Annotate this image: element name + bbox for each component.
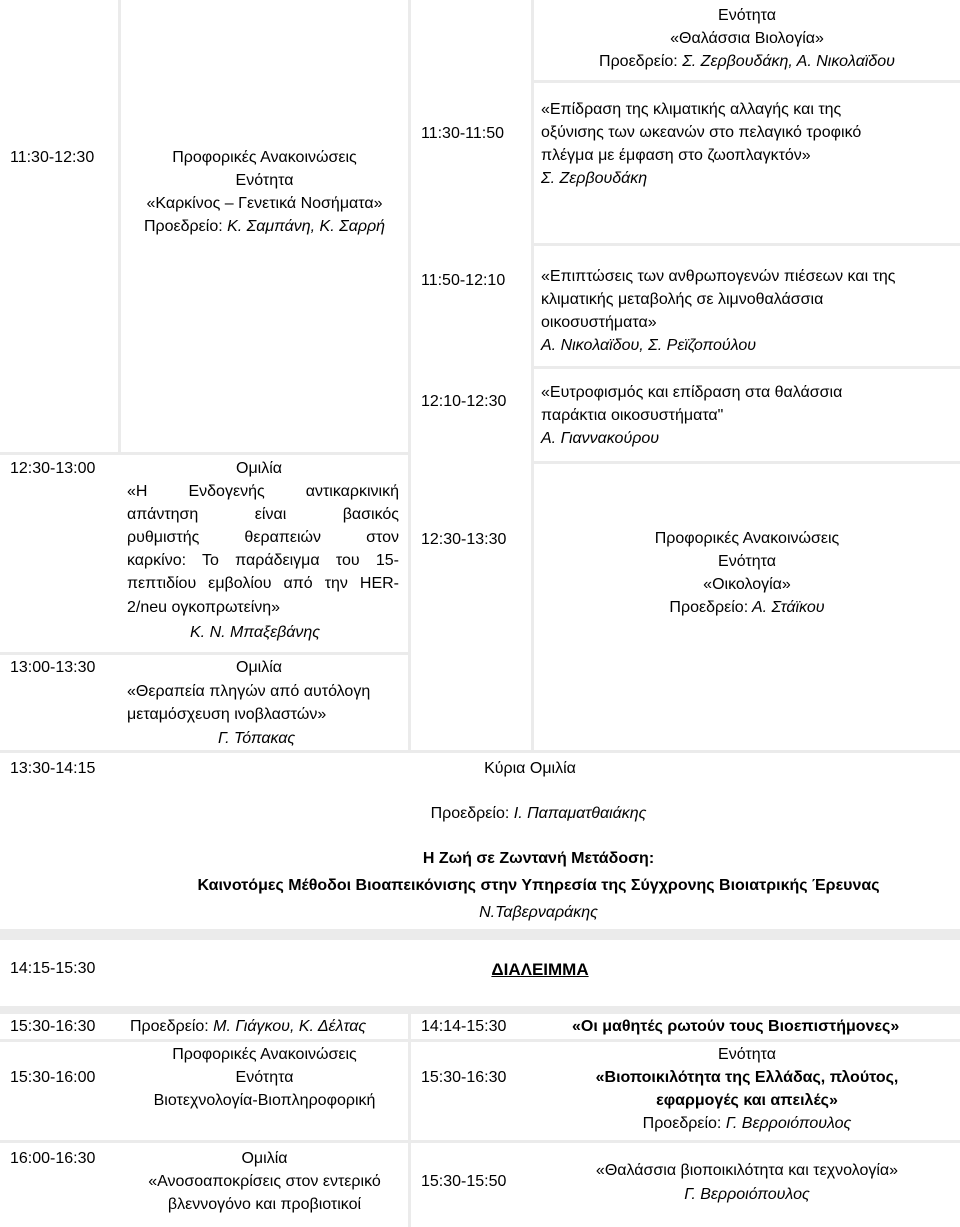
aft-right-session-line2: «Βιοποικιλότητα της Ελλάδας, πλούτος, bbox=[595, 1069, 899, 1086]
top-talk2-line2: κλιματικής μεταβολής σε λιμνοθαλάσσια bbox=[541, 291, 824, 308]
keynote-time: 13:30-14:15 bbox=[10, 760, 96, 777]
mid-talk1-line2: απάντηση είναι βασικός bbox=[127, 506, 399, 523]
top-right-header-line2: «Θαλάσσια Βιολογία» bbox=[670, 30, 824, 47]
aft-left-session-line3: Βιοτεχνολογία-Βιοπληροφορική bbox=[153, 1092, 376, 1109]
aft-left-session-line2: Ενότητα bbox=[235, 1069, 294, 1086]
mid-talk1-line6: 2/neu ογκοπρωτείνη» bbox=[127, 599, 281, 616]
mid-right-line3: «Οικολογία» bbox=[703, 576, 791, 593]
mid-talk1-author: Κ. Ν. Μπαξεβάνης bbox=[190, 624, 321, 641]
top-talk3-line2: παράκτια οικοσυστήματα" bbox=[541, 407, 724, 424]
aft-left-talk-time: 16:00-16:30 bbox=[10, 1150, 96, 1167]
top-left-session-line3: «Καρκίνος – Γενετικά Νοσήματα» bbox=[146, 195, 383, 212]
keynote-heading: Κύρια Ομιλία bbox=[484, 760, 576, 777]
aft-right-header-time: 14:14-15:30 bbox=[421, 1018, 507, 1035]
top-talk2-line3: οικοσυστήματα» bbox=[541, 314, 657, 331]
keynote-author: Ν.Ταβερναράκης bbox=[479, 904, 598, 921]
mid-talk1-time: 12:30-13:00 bbox=[10, 460, 96, 477]
aft-left-session-line1: Προφορικές Ανακοινώσεις bbox=[172, 1046, 357, 1063]
top-left-time: 11:30-12:30 bbox=[10, 149, 95, 166]
mid-talk1-line5: πεπτιδίου εμβολίου από την HER- bbox=[127, 575, 399, 592]
top-talk3-time: 12:10-12:30 bbox=[421, 393, 507, 410]
chair-label: Προεδρείο: bbox=[143, 218, 223, 235]
chair-names: Γ. Βερροιόπουλος bbox=[721, 1115, 852, 1132]
top-talk3-line1: «Ευτροφισμός και επίδραση στα θαλάσσια bbox=[541, 384, 843, 401]
keynote-title1: Η Ζωή σε Ζωντανή Μετάδοση: bbox=[422, 850, 655, 867]
chair-label: Προεδρείο: bbox=[599, 53, 678, 70]
mid-talk2-line2: μεταμόσχευση ινοβλαστών» bbox=[127, 706, 327, 723]
top-talk2-line1: «Επιπτώσεις των ανθρωπογενών πιέσεων και της bbox=[541, 268, 896, 285]
aft-right-talk-author: Γ. Βερροιόπουλος bbox=[684, 1186, 810, 1203]
top-talk1-author: Σ. Ζερβουδάκη bbox=[541, 170, 648, 187]
top-right-header-line1: Ενότητα bbox=[718, 7, 776, 24]
mid-talk2-kind: Ομιλία bbox=[236, 659, 283, 676]
aft-left-talk-kind: Ομιλία bbox=[241, 1150, 288, 1167]
keynote-chair bbox=[0, 802, 960, 825]
aft-left-header-time: 15:30-16:30 bbox=[10, 1018, 96, 1035]
mid-talk1-line4: καρκίνο: Το παράδειγμα του 15- bbox=[127, 552, 399, 569]
keynote-title2: Καινοτόμες Μέθοδοι Βιοαπεικόνισης στην Υπηρεσία της Σύγχρονης Βιοιατρικής Έρευνας bbox=[197, 877, 880, 894]
top-talk1-line1: «Επίδραση της κλιματικής αλλαγής και της bbox=[541, 101, 842, 118]
mid-talk2-author: Γ. Τόπακας bbox=[218, 730, 296, 747]
mid-right-line2: Ενότητα bbox=[718, 553, 776, 570]
top-talk2-author: Α. Νικολαϊδου, Σ. Ρεϊζοπούλου bbox=[541, 337, 757, 354]
mid-talk1-kind: Ομιλία bbox=[236, 460, 283, 477]
mid-talk2-time: 13:00-13:30 bbox=[10, 659, 96, 676]
aft-left-talk-line1: «Ανοσοαποκρίσεις στον εντερικό bbox=[148, 1173, 381, 1190]
chair-label: Προεδρείο: bbox=[669, 599, 749, 616]
top-talk3-author: Α. Γιαννακούρου bbox=[541, 430, 660, 447]
mid-talk2-line1: «Θεραπεία πληγών από αυτόλογη bbox=[127, 683, 371, 700]
mid-right-line1: Προφορικές Ανακοινώσεις bbox=[654, 530, 840, 547]
mid-right-chair bbox=[534, 596, 960, 619]
top-talk1-line2: οξύνισης των ωκεανών στο πελαγικό τροφικό bbox=[541, 124, 862, 141]
top-right-header-chair bbox=[534, 50, 960, 73]
chair-names: Σ. Ζερβουδάκη, Α. Νικολαϊδου bbox=[677, 53, 895, 70]
aft-right-session-line3: εφαρμογές και απειλές» bbox=[656, 1092, 838, 1109]
chair-names: Ι. Παπαματθαιάκης bbox=[509, 805, 647, 822]
top-left-session-line1: Προφορικές Ανακοινώσεις bbox=[172, 149, 357, 166]
cell-top-mid-time bbox=[411, 0, 531, 750]
aft-right-session-line1: Ενότητα bbox=[718, 1046, 776, 1063]
top-talk2-time: 11:50-12:10 bbox=[421, 272, 506, 289]
aft-left-session-time: 15:30-16:00 bbox=[10, 1069, 96, 1086]
aft-right-talk-line1: «Θαλάσσια βιοποικιλότητα και τεχνολογία» bbox=[595, 1162, 899, 1179]
aft-right-talk-time: 15:30-15:50 bbox=[421, 1173, 507, 1190]
top-left-session-line2: Ενότητα bbox=[235, 172, 294, 189]
mid-right-time: 12:30-13:30 bbox=[421, 531, 507, 548]
aft-right-session-chair bbox=[534, 1112, 960, 1135]
top-talk1-line3: πλέγμα με έμφαση στο ζωοπλαγκτόν» bbox=[541, 147, 811, 164]
aft-right-header-title: «Οι μαθητές ρωτούν τους Βιοεπιστήμονες» bbox=[572, 1018, 900, 1035]
chair-names: Μ. Γιάγκου, Κ. Δέλτας bbox=[208, 1018, 367, 1035]
chair-label: Προεδρείο: bbox=[430, 805, 510, 822]
top-talk1-time: 11:30-11:50 bbox=[421, 125, 505, 142]
break-label: ΔΙΑΛΕΙΜΜΑ bbox=[491, 960, 589, 979]
aft-right-session-time: 15:30-16:30 bbox=[421, 1069, 507, 1086]
aft-left-talk-line2: βλεννογόνο και προβιοτικοί bbox=[167, 1196, 362, 1213]
chair-label: Προεδρείο: bbox=[642, 1115, 722, 1132]
chair-label: Προεδρείο: bbox=[130, 1018, 209, 1035]
aft-left-header-chair bbox=[130, 1015, 366, 1038]
chair-names: Α. Στάϊκου bbox=[748, 599, 825, 616]
break-time: 14:15-15:30 bbox=[10, 960, 96, 977]
mid-talk1-line1: «Η Ενδογενής αντικαρκινική bbox=[127, 483, 399, 500]
chair-names: Κ. Σαμπάνη, Κ. Σαρρή bbox=[222, 218, 386, 235]
top-left-session-chair bbox=[121, 215, 408, 238]
mid-talk1-line3: ρυθμιστής θεραπειών στον bbox=[127, 529, 399, 546]
cell-top-left-time bbox=[0, 0, 118, 452]
